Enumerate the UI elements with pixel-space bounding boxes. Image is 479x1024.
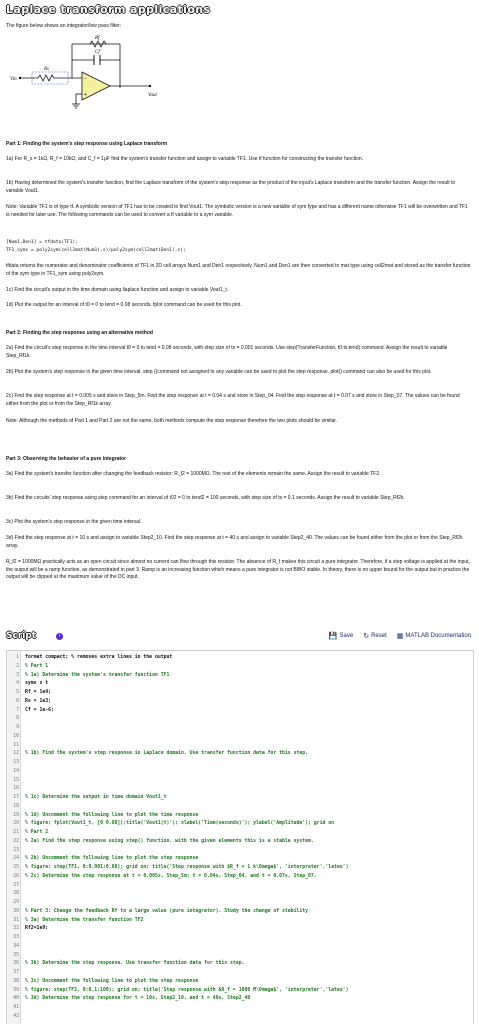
code-line[interactable]	[7, 768, 473, 776]
save-button[interactable]	[329, 632, 353, 640]
line-number: 35	[13, 952, 19, 958]
line-number: 24	[13, 856, 19, 862]
line-number: 19	[13, 812, 19, 818]
code-tfdata: [Num1,Den1] = tfdata(TF1);	[6, 240, 78, 245]
part3-3a: 3a) Find the system's transfer function after changing the feedback resistor: R_f2 = 1000MΩ. The rest of the elements remain the same. Assign the result to variable TF2.	[6, 471, 381, 477]
code-line[interactable]	[7, 812, 473, 820]
code-text: % 2a) Find the step response using step() function. with the given elements this is a stable system.	[25, 838, 314, 844]
line-number: 32	[13, 926, 19, 932]
info-icon[interactable]: i	[56, 633, 63, 640]
code-line[interactable]	[7, 838, 473, 846]
code-text: % figure; step(TF2, 0:0.1:100); grid on; title('Step response with $R_f = 1000 M\Omega$', 'interpreter','latex')	[25, 987, 349, 993]
code-line[interactable]	[7, 960, 473, 968]
line-number: 12	[13, 751, 19, 757]
code-text: syms s t	[25, 681, 49, 687]
code-text: Cf = 1e-6;	[25, 707, 54, 713]
code-line[interactable]	[7, 908, 473, 916]
code-line[interactable]	[7, 794, 473, 802]
code-text: Rs = 1e3;	[25, 698, 51, 704]
code-line[interactable]	[7, 663, 473, 671]
line-number: 6	[16, 698, 19, 704]
code-line[interactable]	[7, 969, 473, 977]
script-toolbar	[329, 632, 471, 640]
code-line[interactable]	[7, 899, 473, 907]
code-text: % 3b) Determine the step response. Use transfer function data for this step.	[25, 961, 245, 967]
line-number: 41	[13, 1005, 19, 1010]
line-number: 2	[16, 663, 19, 669]
part1-tfdata-note: tfdata returns the numerator and denominator coefficients of TF1 in 2D cell arrays Num1 and Den1 respectively. Num1 and Den1 are then converted to mat type using cell2mat and stored as the transfer function of the sym type in TF1_sym using poly2sym.	[6, 263, 471, 277]
rf-label: Rf	[95, 36, 100, 41]
code-text: % 3a) Determine the transfer function TF2	[25, 917, 144, 923]
part2-heading: Part 2: Finding the step response using an alternative method	[6, 330, 153, 336]
svg-text:+: +	[84, 92, 87, 98]
code-line[interactable]	[7, 715, 473, 723]
code-line[interactable]	[7, 943, 473, 951]
code-line[interactable]	[7, 890, 473, 898]
part3-3b: 3b) Find the circuits' step response using step command for an interval of t02 = 0 to tend2 = 100 seconds, with step size of ts = 0.1 seconds. Assign the result to variable Step_Rf2k.	[6, 495, 405, 501]
reset-button[interactable]	[363, 632, 387, 640]
line-number: 39	[13, 987, 19, 993]
code-line[interactable]	[7, 680, 473, 688]
code-text: % Part 3: Change the feedback Rf to a large value (pure integrator). Study the change of stability	[25, 908, 309, 914]
line-number: 9	[16, 725, 19, 730]
code-line[interactable]	[7, 987, 473, 995]
code-line[interactable]	[7, 698, 473, 706]
line-number: 29	[13, 900, 19, 905]
part1-1c: 1c) Find the circuit's output in the time domain using ilaplace function and assign to variable Vout1_t.	[6, 287, 229, 293]
line-number: 30	[13, 908, 19, 914]
code-text: % 1c) Determine the output in time domain Vout1_t	[25, 795, 167, 800]
line-number: 22	[13, 838, 19, 844]
code-poly2sym: TF1_syms = poly2sym(cell2mat(Num1),s)/poly2sym(cell2mat(Den1),s);	[6, 248, 186, 253]
code-line[interactable]	[7, 917, 473, 925]
code-text: % 2c) Determine the step response at t = 0.005s, Step_5m; t = 0.04s, Step_04, and t = 0.07s, Step_07.	[25, 873, 317, 879]
svg-text:−: −	[84, 76, 87, 82]
part1-note: Note: Variable TF1 is of type tf. A symbolic version of TF1 has to be created to find Vout1. The symbolic version is a new variable of sym type and has a different name otherwise TF1 will be overwritten and TF1 is needed for later use. The following commands can be used to convert a tf variable to a sym variable.	[6, 204, 468, 218]
code-line[interactable]	[7, 724, 473, 732]
line-number: 38	[13, 978, 19, 984]
code-text: % 2b) Uncomment the following line to plot the step response	[25, 856, 199, 862]
line-number: 34	[13, 943, 19, 949]
part1-1b: 1b) Having determined the system's transfer function, find the Laplace transform of the system's step response as the product of the input's Laplace transform and the transfer function. Assign the result to variable Vout1.	[6, 180, 456, 194]
code-text: format compact; % removes extra lines in the output	[25, 655, 173, 660]
part2-note: Note: Although the methods of Part 1 and Part 2 are not the same, both methods compute the step response therefore the two plots should be similar.	[6, 418, 338, 424]
matlab-documentation-link[interactable]	[397, 632, 471, 640]
line-number: 10	[13, 733, 19, 739]
rs-resistor-symbol	[38, 75, 54, 81]
line-number: 42	[13, 1013, 19, 1019]
code-line[interactable]	[7, 742, 473, 750]
line-number: 31	[13, 917, 19, 923]
line-number: 26	[13, 873, 19, 879]
line-number: 5	[16, 690, 19, 695]
line-number: 28	[13, 891, 19, 897]
code-line[interactable]	[7, 785, 473, 793]
code-line[interactable]	[7, 777, 473, 785]
code-line[interactable]	[7, 803, 473, 811]
code-line[interactable]	[7, 847, 473, 855]
line-number: 13	[13, 760, 19, 765]
code-line[interactable]	[7, 820, 473, 828]
line-number: 20	[13, 821, 19, 827]
line-number: 14	[13, 768, 19, 774]
line-number: 27	[13, 882, 19, 888]
code-text: Rf2=1e9;	[25, 926, 49, 932]
code-line[interactable]	[7, 829, 473, 837]
code-line[interactable]	[7, 978, 473, 986]
part2-2b: 2b) Plot the system's step response in the given time interval. step ()command not assigned to any variable can be used to plot the step response. plot() command can also be used for this plot.	[6, 369, 432, 375]
line-number: 36	[13, 961, 19, 967]
line-number: 16	[13, 786, 19, 792]
part3-3c: 3c) Plot the system's step response in the given time interval.	[6, 519, 142, 525]
code-text: % figure; fplot(Vout1_t, [0 0.08]);title('Vout1(t)'); xlabel('Time(seconds)'); ylabel('Amplitude'); grid on	[25, 821, 335, 827]
code-line[interactable]	[7, 759, 473, 767]
code-line[interactable]	[7, 855, 473, 863]
save-icon: 💾	[328, 633, 338, 640]
vout-label: Vout	[148, 93, 157, 98]
cf-label: Cf	[95, 50, 100, 55]
part1-1a: 1a) For R_s = 1kΩ, R_f = 10kΩ, and C_f = 1μF find the system's transfer function and assign to variable TF1. Use tf function for constructing the transfer function.	[6, 156, 364, 162]
code-line[interactable]	[7, 925, 473, 933]
save-label: Save	[339, 633, 354, 639]
code-text: % 3d) Determine the step response for t = 10s, Step2_10, and t = 40s, Step2_40	[25, 996, 251, 1002]
line-number: 7	[16, 707, 19, 713]
part2-2a: 2a) Find the circuit's step response in the time interval t0 = 0 to tend = 0.08 seconds, with step size of ts = 0.001 seconds. Use step(TransferFunction, t0:ts:tend) command. Assign the result to variable Step_Rf1k.	[6, 345, 448, 359]
code-text: % 1d) Uncomment the following line to plot the time response	[25, 812, 199, 818]
code-line[interactable]	[7, 707, 473, 715]
vin-label: Vin	[10, 77, 17, 82]
line-number: 4	[16, 681, 19, 687]
line-number: 25	[13, 865, 19, 870]
code-text: % 1a) Determine the system's transfer function TF1	[25, 672, 170, 678]
part3-heading: Part 3: Observing the behavior of a pure integrator	[6, 456, 127, 462]
code-line[interactable]	[7, 873, 473, 881]
line-number: 37	[13, 970, 19, 975]
rs-label: Rs	[44, 67, 49, 72]
reset-label: Reset	[371, 633, 387, 639]
line-number: 1	[16, 655, 19, 660]
code-line[interactable]	[7, 689, 473, 697]
documentation-label: MATLAB Documentation	[405, 633, 471, 639]
line-number: 40	[13, 996, 19, 1002]
code-text: Rf = 1e4;	[25, 690, 51, 695]
script-title: Script	[6, 631, 37, 641]
line-number: 21	[13, 830, 19, 835]
part3-3d: 3d) Find the step response at t = 10 s and assign to variable Step2_10. Find the step response at t = 40 s and assign to variable Step2_40. The values can be found either from the plot or from the Step_Rf2k array.	[6, 535, 463, 549]
code-line[interactable]	[7, 672, 473, 680]
line-number: 3	[16, 672, 19, 678]
line-number: 11	[13, 742, 19, 748]
code-line[interactable]	[7, 995, 473, 1003]
code-line[interactable]	[7, 864, 473, 872]
line-number: 23	[13, 847, 19, 853]
line-number: 33	[13, 935, 19, 940]
code-line[interactable]	[7, 750, 473, 758]
intro-text: The figure below shows an integrator/low pass filter:	[6, 23, 122, 29]
line-number: 8	[16, 716, 19, 722]
reset-icon: ↻	[363, 633, 370, 640]
part1-1d: 1d) Plot the output for an interval of t0 = 0 to tend = 0.08 seconds. fplot command can be used for this plot.	[6, 302, 242, 308]
code-text: % figure; step(TF1, 0:0.001:0.08); grid on; title('Step response with $R_f = 1 k\Omega$', 'interpreter','latex')	[25, 865, 349, 870]
code-text: % Part 1	[25, 663, 49, 669]
code-line[interactable]	[7, 1004, 473, 1012]
code-line[interactable]	[7, 934, 473, 942]
code-line[interactable]	[7, 1013, 473, 1021]
documentation-icon: ▦	[396, 633, 404, 640]
code-line[interactable]	[7, 654, 473, 662]
part2-2c: 2c) Find the step response at t = 0.005 s and store in Step_5m. Find the step response at t = 0.04 s and store in Step_04. Find the step response at t = 0.07 s and store in Step_07. The values can be found either from the plot or from the Step_Rf1k array.	[6, 393, 460, 407]
line-number: 17	[13, 795, 19, 800]
code-text: % Part 2	[25, 830, 49, 835]
part3-explanation: R_f2 = 1000MΩ practically acts as an open circuit since almost no current can flow through this resistor. The absence of R_f makes this circuit a pure integrator. Therefore, if a step voltage is applied at the input, the output will be a ramp function, as demonstrated in part 3. Ramp is an increasing function which means a pure integrator is not BIBO stable. In theory, there is no upper bound for the output but in practice the output will be clipped at the maximum value of the DC input.	[6, 559, 470, 581]
line-number: 18	[13, 803, 19, 809]
integrator-circuit-diagram	[10, 34, 170, 114]
page-title: Laplace transform applications	[6, 3, 211, 16]
line-number: 15	[13, 777, 19, 783]
code-line[interactable]	[7, 733, 473, 741]
code-line[interactable]	[7, 882, 473, 890]
part1-heading: Part 1: Finding the system's step response using Laplace transform	[6, 141, 168, 147]
code-editor[interactable]	[6, 650, 474, 1024]
code-text: % 1b) Find the system's step response in Laplace domain. Use transfer function data for this step.	[25, 751, 309, 757]
code-text: % 3c) Uncomment the following line to plot the step response	[25, 978, 199, 984]
code-line[interactable]	[7, 952, 473, 960]
